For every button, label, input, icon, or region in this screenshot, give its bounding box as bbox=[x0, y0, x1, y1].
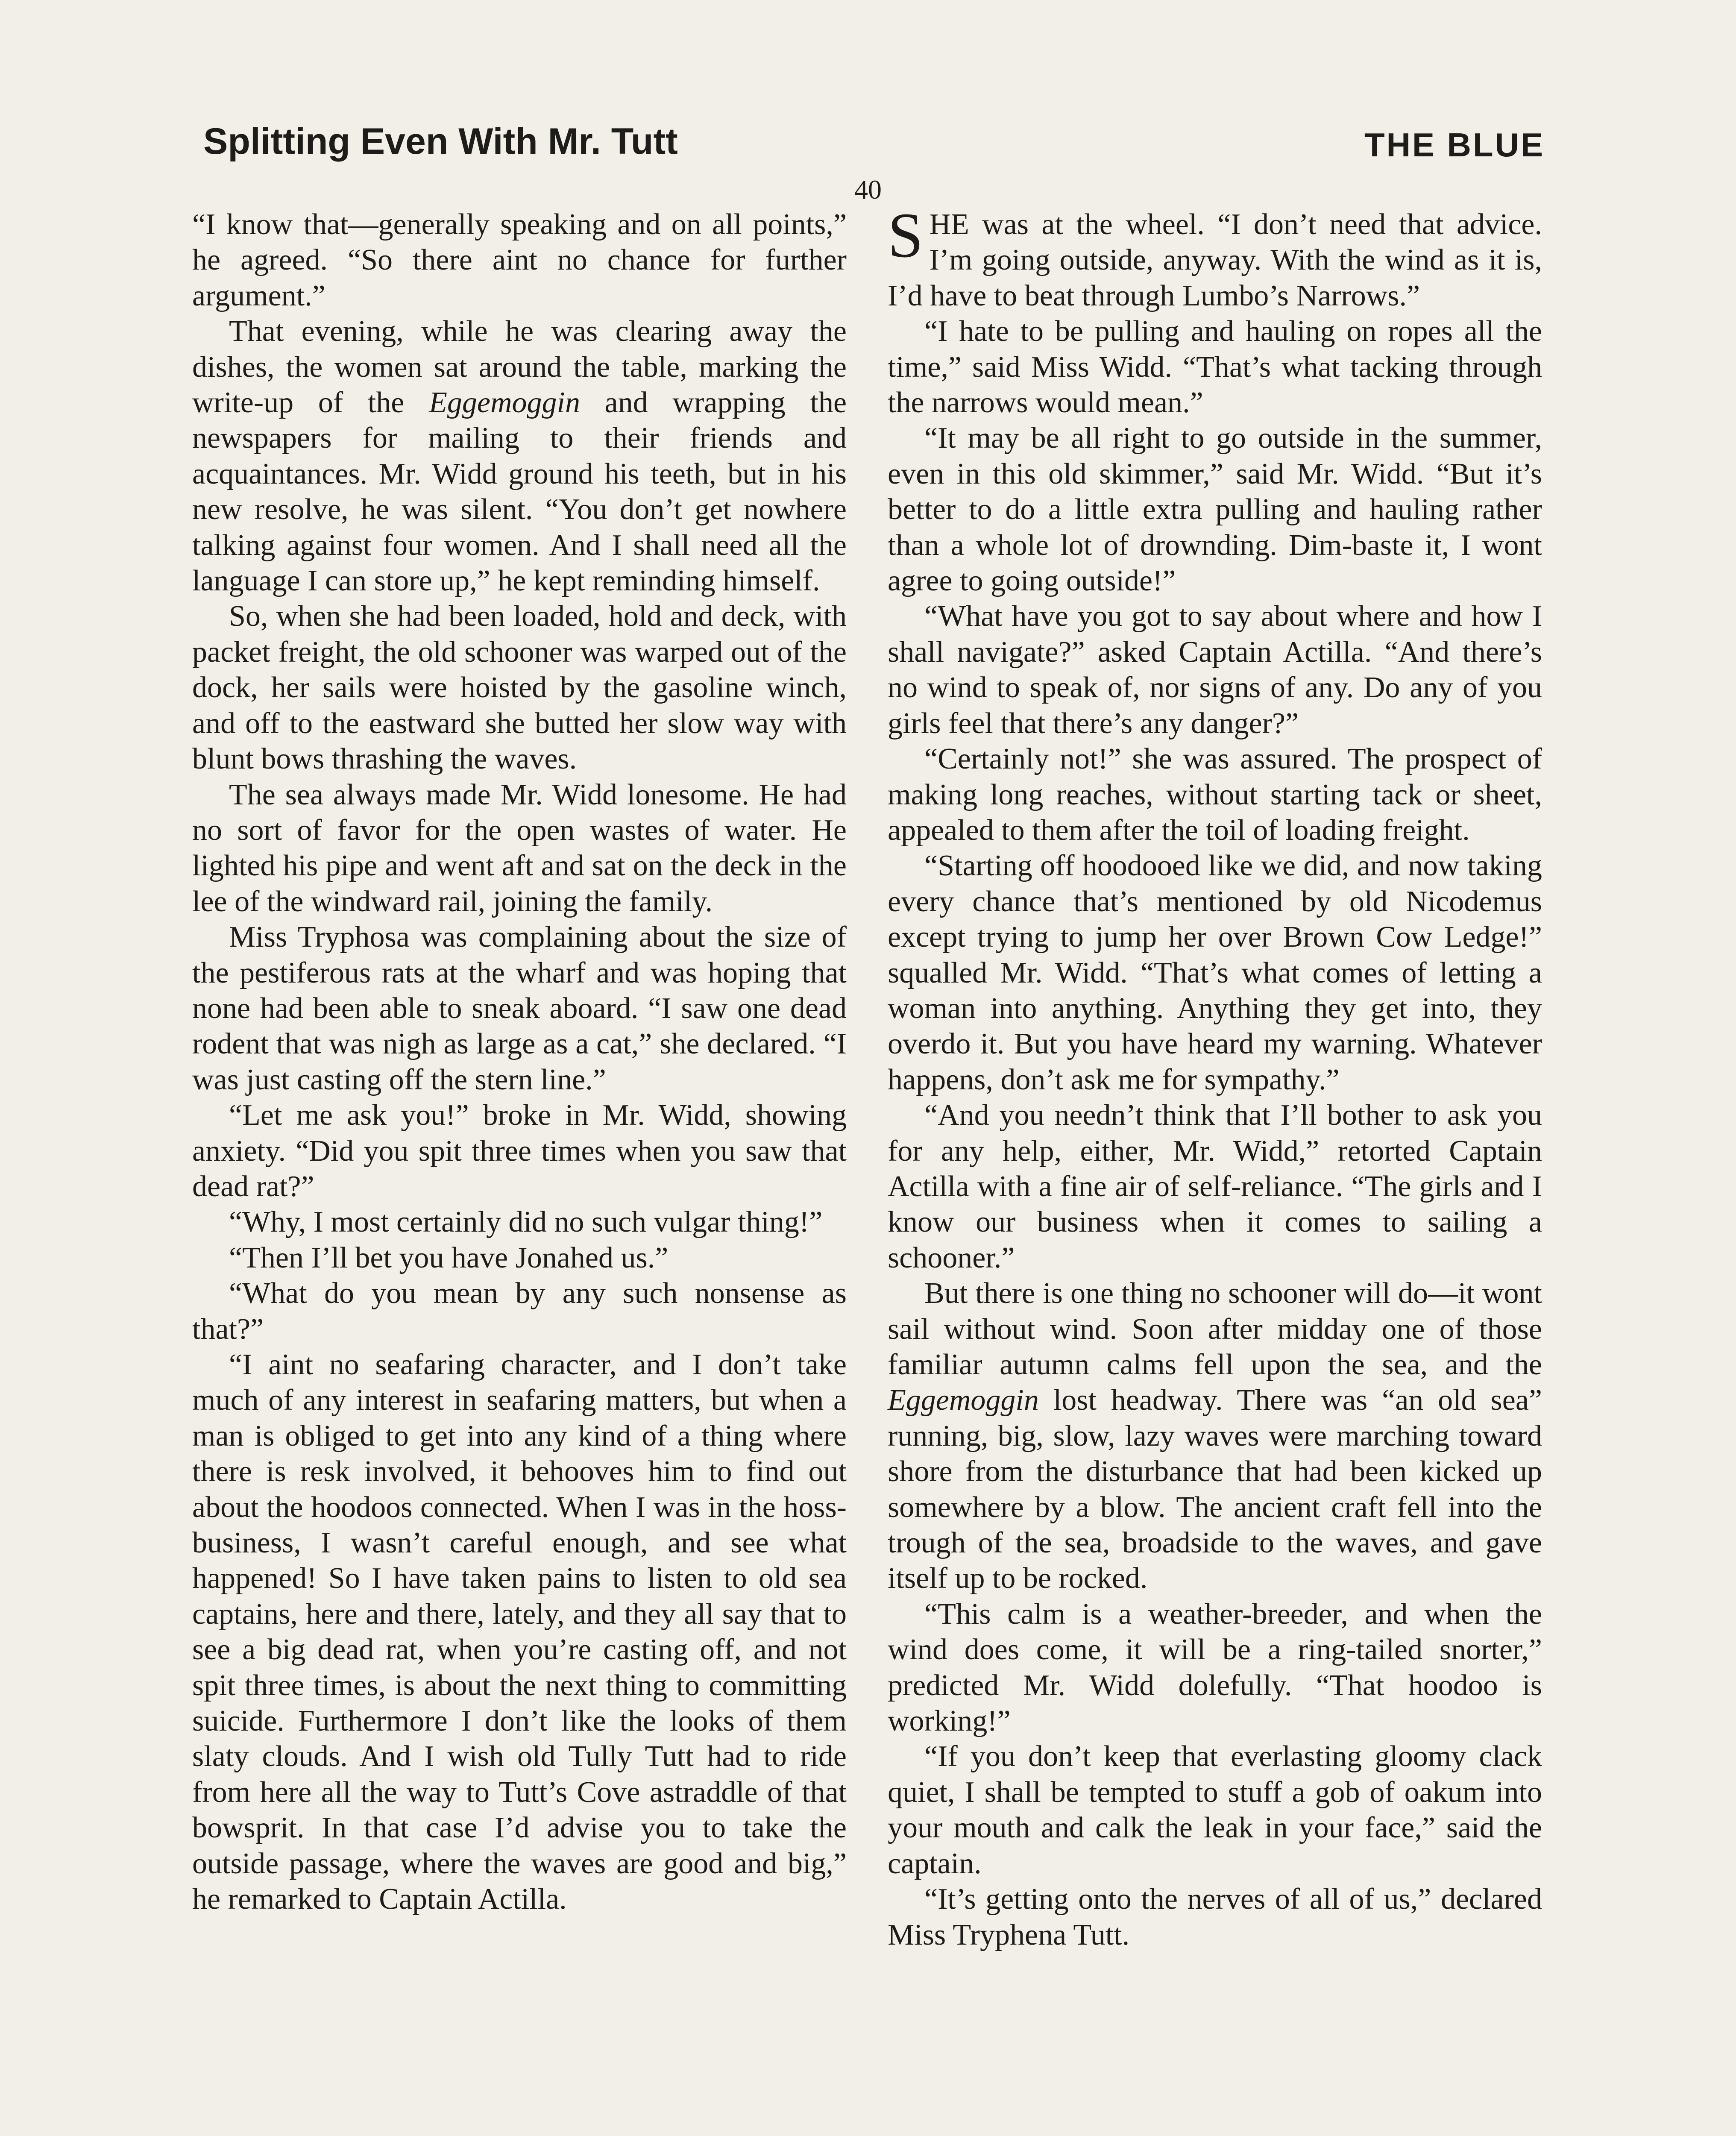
paragraph: “This calm is a weather-breeder, and when the wind does come, it will be a ring-tailed snorter,” predicted Mr. Widd dolefully. “That hoodoo is working!” bbox=[888, 1597, 1542, 1738]
paragraph: “I aint no seafaring character, and I don’t take much of any interest in seafaring matters, but when a man is obliged to get into any kind of a thing where there is resk involved, it behooves him to find out about the hoodoos connected. When I was in the hoss-business, I wasn’t careful enough, and see what happened! So I have taken pains to listen to old sea captains, here and there, lately, and they all say that to see a big dead rat, when you’re casting off, and not spit three times, is about the next thing to committing suicide. Furthermore I don’t like the looks of them slaty clouds. And I wish old Tully Tutt had to ride from here all the way to Tutt’s Cove astraddle of that bowsprit. In that case I’d advise you to take the outside passage, where the waves are good and big,” he remarked to Captain Actilla. bbox=[192, 1348, 847, 1916]
paragraph: That evening, while he was clearing away the dishes, the women sat around the table, marking the write-up of the Eggemoggin and wrapping the newspapers for mailing to their friends and acquaintances. Mr. Widd ground his teeth, but in his new resolve, he was silent. “You don’t get nowhere talking against four women. And I shall need all the language I can store up,” he kept reminding himself. bbox=[192, 315, 847, 598]
paragraph: “It’s getting onto the nerves of all of us,” declared Miss Tryphena Tutt. bbox=[888, 1883, 1542, 1951]
ship-name: Eggemoggin bbox=[429, 386, 580, 420]
left-column bbox=[192, 207, 847, 1917]
right-column bbox=[888, 200, 1542, 1953]
paragraph: Miss Tryphosa was complaining about the size of the pestiferous rats at the wharf and was hoping that none had been able to sneak aboard. “I saw one dead rodent that was nigh as large as a cat,” she declared. “I was just casting off the stern line.” bbox=[192, 921, 847, 1096]
magazine-name: THE BLUE bbox=[1364, 126, 1545, 164]
paragraph: “What do you mean by any such nonsense as that?” bbox=[192, 1277, 847, 1346]
paragraph: The sea always made Mr. Widd lonesome. He had no sort of favor for the open wastes of water. He lighted his pipe and went aft and sat on the deck in the lee of the windward rail, joining the family. bbox=[192, 778, 847, 918]
drop-cap: S bbox=[888, 200, 924, 271]
paragraph: But there is one thing no schooner will do—it wont sail without wind. Soon after midday one of those familiar autumn calms fell upon the sea, and the Eggemoggin lost headway. There was “an old sea” running, big, slow, lazy waves were marching toward shore from the disturbance that had been kicked up somewhere by a blow. The ancient craft fell into the trough of the sea, broadside to the waves, and gave itself up to be rocked. bbox=[888, 1277, 1542, 1595]
paragraph: “I know that—generally speaking and on all points,” he agreed. “So there aint no chance for further argument.” bbox=[192, 208, 847, 312]
paragraph: “Why, I most certainly did no such vulgar thing!” bbox=[229, 1206, 823, 1239]
story-title: Splitting Even With Mr. Tutt bbox=[203, 121, 678, 162]
paragraph: SHE was at the wheel. “I don’t need that advice. I’m going outside, anyway. With the wind as it is, I’d have to beat through Lumbo’s Narrows.” bbox=[888, 200, 1542, 312]
paragraph: “What have you got to say about where and how I shall navigate?” asked Captain Actilla. “And there’s no wind to speak of, nor signs of any. Do any of you girls feel that there’s any danger?” bbox=[888, 600, 1542, 740]
paragraph: “Let me ask you!” broke in Mr. Widd, showing anxiety. “Did you spit three times when you saw that dead rat?” bbox=[192, 1099, 847, 1203]
paragraph: “Then I’ll bet you have Jonahed us.” bbox=[229, 1241, 669, 1274]
paragraph: “I hate to be pulling and hauling on ropes all the time,” said Miss Widd. “That’s what tacking through the narrows would mean.” bbox=[888, 315, 1542, 420]
paragraph: “If you don’t keep that everlasting gloomy clack quiet, I shall be tempted to stuff a gob of oakum into your mouth and calk the leak in your face,” said the captain. bbox=[888, 1740, 1542, 1880]
paragraph: “It may be all right to go outside in the summer, even in this old skimmer,” said Mr. Widd. “But it’s better to do a little extra pulling and hauling rather than a whole lot of drownding. Dim-baste it, I wont agree to going outside!” bbox=[888, 422, 1542, 598]
paragraph: So, when she had been loaded, hold and deck, with packet freight, the old schooner was warped out of the dock, her sails were hoisted by the gasoline winch, and off to the eastward she butted her slow way with blunt bows thrashing the waves. bbox=[192, 600, 847, 776]
paragraph: “Certainly not!” she was assured. The prospect of making long reaches, without starting tack or sheet, appealed to them after the toil of loading freight. bbox=[888, 742, 1542, 847]
ship-name: Eggemoggin bbox=[888, 1384, 1039, 1417]
paragraph: “Starting off hoodooed like we did, and now taking every chance that’s mentioned by old Nicodemus except trying to jump her over Brown Cow Ledge!” squalled Mr. Widd. “That’s what comes of letting a woman into anything. Anything they get into, they overdo it. But you have heard my warning. Whatever happens, don’t ask me for sympathy.” bbox=[888, 849, 1542, 1096]
paragraph: “And you needn’t think that I’ll bother to ask you for any help, either, Mr. Widd,” retorted Captain Actilla with a fine air of self-reliance. “The girls and I know our business when it comes to sailing a schooner.” bbox=[888, 1099, 1542, 1274]
page-number: 40 bbox=[854, 174, 882, 205]
